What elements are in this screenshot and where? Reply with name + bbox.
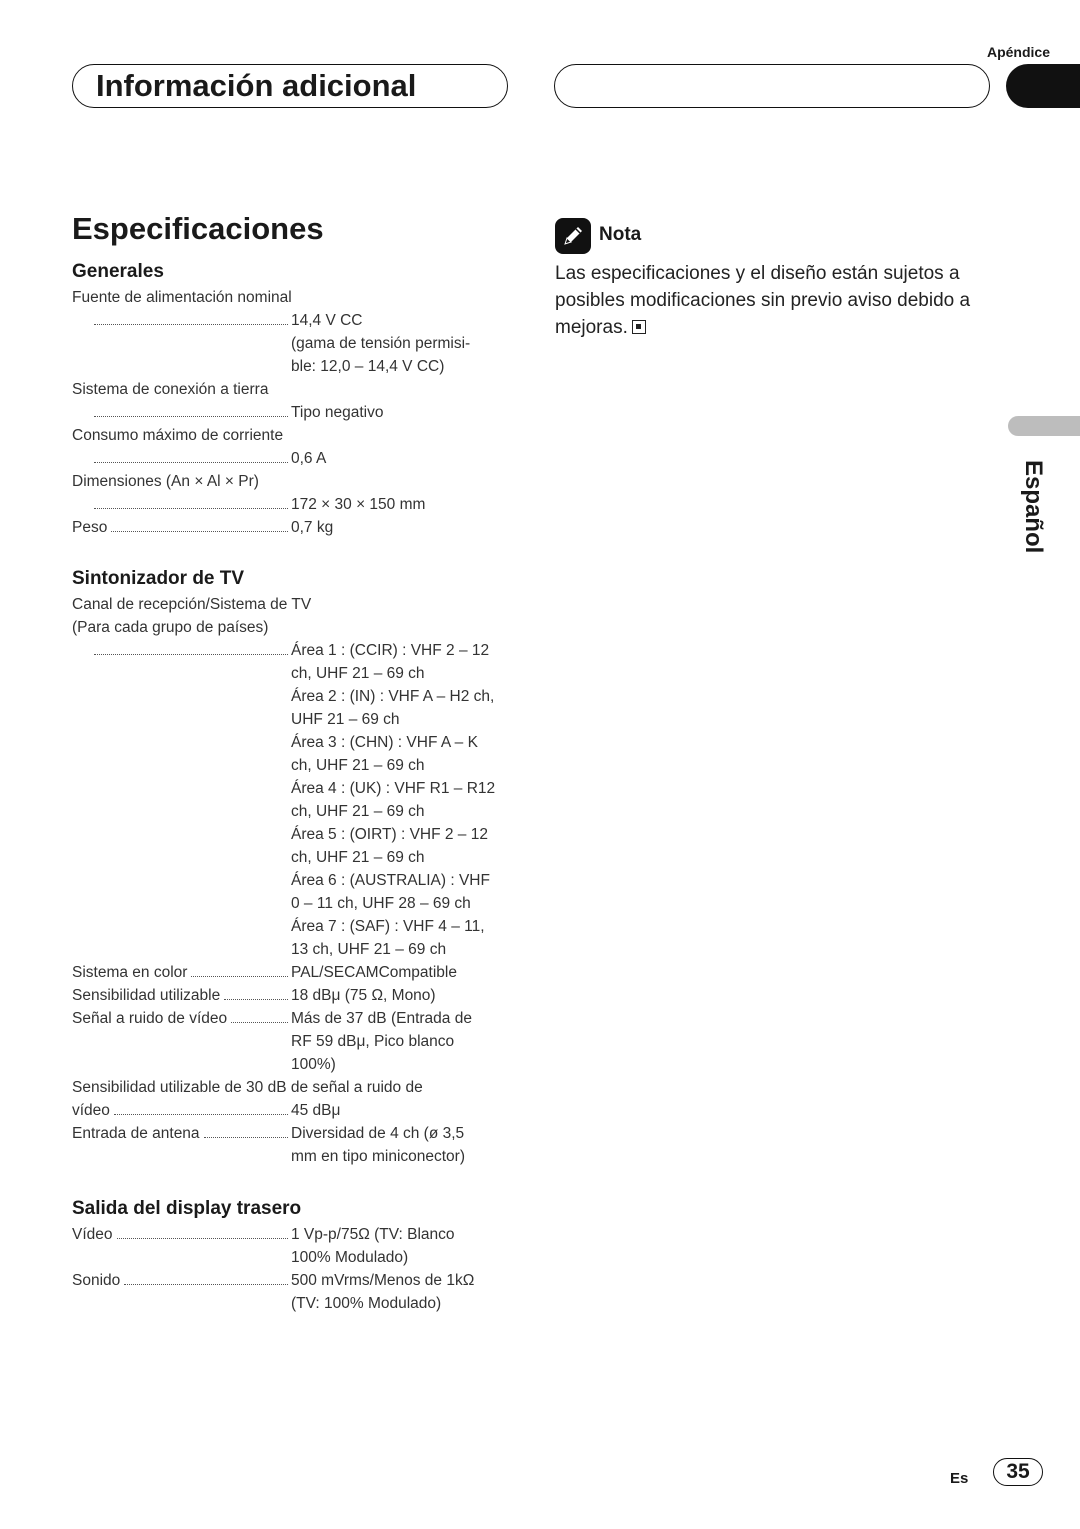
spec-value: Área 5 : (OIRT) : VHF 2 – 12 bbox=[291, 826, 488, 843]
spec-row bbox=[72, 424, 512, 447]
spec-value: (gama de tensión permisi- bbox=[291, 335, 471, 352]
spec-label: Sonido bbox=[72, 1272, 121, 1289]
spec-row bbox=[72, 286, 512, 309]
spec-row bbox=[72, 731, 512, 754]
end-mark-icon bbox=[632, 320, 646, 334]
spec-row bbox=[72, 378, 512, 401]
spec-row bbox=[72, 616, 512, 639]
spec-value: RF 59 dBμ, Pico blanco bbox=[291, 1033, 455, 1050]
header-empty-frame bbox=[554, 64, 990, 108]
heading-generales: Generales bbox=[72, 261, 164, 282]
spec-row bbox=[72, 777, 512, 800]
language-tab-marker bbox=[1008, 416, 1080, 436]
note-body bbox=[555, 260, 1015, 341]
dot-leader bbox=[94, 462, 288, 463]
spec-value: UHF 21 – 69 ch bbox=[291, 711, 400, 728]
spec-label: Peso bbox=[72, 519, 108, 536]
spec-row bbox=[72, 401, 512, 424]
spec-row bbox=[72, 493, 512, 516]
spec-value: Área 4 : (UK) : VHF R1 – R12 bbox=[291, 780, 496, 797]
spec-row bbox=[72, 754, 512, 777]
dot-leader bbox=[114, 1114, 288, 1115]
spec-label: Sensibilidad utilizable de 30 dB de señal a ruido de bbox=[72, 1079, 423, 1096]
spec-row bbox=[72, 1223, 512, 1246]
dot-leader bbox=[124, 1284, 288, 1285]
spec-row bbox=[72, 447, 512, 470]
spec-list-generales bbox=[72, 286, 512, 539]
spec-row bbox=[72, 1099, 512, 1122]
spec-row bbox=[72, 309, 512, 332]
spec-value: 0 – 11 ch, UHF 28 – 69 ch bbox=[291, 895, 471, 912]
spec-value: 0,7 kg bbox=[291, 519, 334, 536]
dot-leader bbox=[94, 324, 288, 325]
spec-row bbox=[72, 1030, 512, 1053]
spec-value: 0,6 A bbox=[291, 450, 327, 467]
dot-leader bbox=[191, 976, 288, 977]
spec-value: Diversidad de 4 ch (ø 3,5 bbox=[291, 1125, 465, 1142]
spec-value: PAL/SECAMCompatible bbox=[291, 964, 457, 981]
spec-row bbox=[72, 355, 512, 378]
spec-label: Sistema en color bbox=[72, 964, 188, 981]
spec-list-salida bbox=[72, 1223, 512, 1315]
spec-row bbox=[72, 516, 512, 539]
spec-row bbox=[72, 332, 512, 355]
spec-value: 100% Modulado) bbox=[291, 1249, 409, 1266]
heading-salida-display: Salida del display trasero bbox=[72, 1198, 302, 1219]
spec-value: Área 6 : (AUSTRALIA) : VHF bbox=[291, 872, 490, 889]
spec-row bbox=[72, 1292, 512, 1315]
dot-leader bbox=[111, 531, 288, 532]
spec-row bbox=[72, 593, 512, 616]
dot-leader bbox=[231, 1022, 288, 1023]
spec-value: Área 1 : (CCIR) : VHF 2 – 12 bbox=[291, 642, 490, 659]
spec-value: 13 ch, UHF 21 – 69 ch bbox=[291, 941, 447, 958]
spec-row bbox=[72, 708, 512, 731]
section-title: Información adicional bbox=[96, 68, 417, 103]
spec-label: Vídeo bbox=[72, 1226, 113, 1243]
spec-value: Área 7 : (SAF) : VHF 4 – 11, bbox=[291, 918, 485, 935]
spec-list-sintonizador bbox=[72, 593, 512, 1168]
spec-row bbox=[72, 1076, 512, 1099]
page-title: Especificaciones bbox=[72, 211, 324, 246]
spec-label: Canal de recepción/Sistema de TV bbox=[72, 596, 312, 613]
spec-row bbox=[72, 892, 512, 915]
dot-leader bbox=[94, 416, 288, 417]
spec-row bbox=[72, 685, 512, 708]
spec-row bbox=[72, 1122, 512, 1145]
spec-row bbox=[72, 984, 512, 1007]
note-title: Nota bbox=[599, 224, 642, 245]
spec-row bbox=[72, 1053, 512, 1076]
spec-label: Señal a ruido de vídeo bbox=[72, 1010, 228, 1027]
dot-leader bbox=[94, 508, 288, 509]
spec-row bbox=[72, 662, 512, 685]
spec-value: 18 dBμ (75 Ω, Mono) bbox=[291, 987, 436, 1004]
spec-row bbox=[72, 470, 512, 493]
language-tab-label: Español bbox=[1020, 460, 1047, 554]
spec-value: ch, UHF 21 – 69 ch bbox=[291, 665, 425, 682]
page-number: 35 bbox=[1006, 1460, 1030, 1483]
spec-row bbox=[72, 915, 512, 938]
spec-value: Área 2 : (IN) : VHF A – H2 ch, bbox=[291, 688, 495, 705]
spec-value: 500 mVrms/Menos de 1kΩ bbox=[291, 1272, 475, 1289]
footer-lang-code: Es bbox=[950, 1470, 969, 1487]
spec-value: Más de 37 dB (Entrada de bbox=[291, 1010, 472, 1027]
spec-label: Fuente de alimentación nominal bbox=[72, 289, 292, 306]
spec-value: Área 3 : (CHN) : VHF A – K bbox=[291, 734, 478, 751]
chapter-tab bbox=[1006, 64, 1080, 108]
pencil-icon bbox=[555, 218, 591, 254]
spec-label: (Para cada grupo de países) bbox=[72, 619, 269, 636]
spec-row bbox=[72, 869, 512, 892]
spec-value: 100%) bbox=[291, 1056, 336, 1073]
spec-row bbox=[72, 938, 512, 961]
spec-label: vídeo bbox=[72, 1102, 110, 1119]
spec-label: Consumo máximo de corriente bbox=[72, 427, 284, 444]
spec-label: Sistema de conexión a tierra bbox=[72, 381, 269, 398]
spec-row bbox=[72, 1145, 512, 1168]
spec-label: Entrada de antena bbox=[72, 1125, 200, 1142]
spec-label: Sensibilidad utilizable bbox=[72, 987, 221, 1004]
note-text: Las especificaciones y el diseño están sujetos a posibles modificaciones sin previo aviso debido a mejoras. bbox=[555, 263, 971, 338]
dot-leader bbox=[117, 1238, 288, 1239]
spec-row bbox=[72, 1246, 512, 1269]
spec-value: 45 dBμ bbox=[291, 1102, 341, 1119]
spec-value: 1 Vp-p/75Ω (TV: Blanco bbox=[291, 1226, 455, 1243]
dot-leader bbox=[94, 654, 288, 655]
spec-row bbox=[72, 1007, 512, 1030]
dot-leader bbox=[224, 999, 288, 1000]
spec-row bbox=[72, 1269, 512, 1292]
spec-row bbox=[72, 846, 512, 869]
spec-value: (TV: 100% Modulado) bbox=[291, 1295, 442, 1312]
spec-value: ch, UHF 21 – 69 ch bbox=[291, 849, 425, 866]
spec-value: 14,4 V CC bbox=[291, 312, 363, 329]
spec-value: ble: 12,0 – 14,4 V CC) bbox=[291, 358, 445, 375]
spec-row bbox=[72, 823, 512, 846]
spec-value: mm en tipo miniconector) bbox=[291, 1148, 466, 1165]
spec-row bbox=[72, 639, 512, 662]
spec-value: Tipo negativo bbox=[291, 404, 384, 421]
appendix-label: Apéndice bbox=[986, 44, 1050, 60]
spec-value: 172 × 30 × 150 mm bbox=[291, 496, 426, 513]
dot-leader bbox=[204, 1137, 288, 1138]
spec-row bbox=[72, 800, 512, 823]
spec-value: ch, UHF 21 – 69 ch bbox=[291, 757, 425, 774]
spec-label: Dimensiones (An × Al × Pr) bbox=[72, 473, 259, 490]
spec-row bbox=[72, 961, 512, 984]
heading-sintonizador: Sintonizador de TV bbox=[72, 568, 245, 589]
spec-value: ch, UHF 21 – 69 ch bbox=[291, 803, 425, 820]
